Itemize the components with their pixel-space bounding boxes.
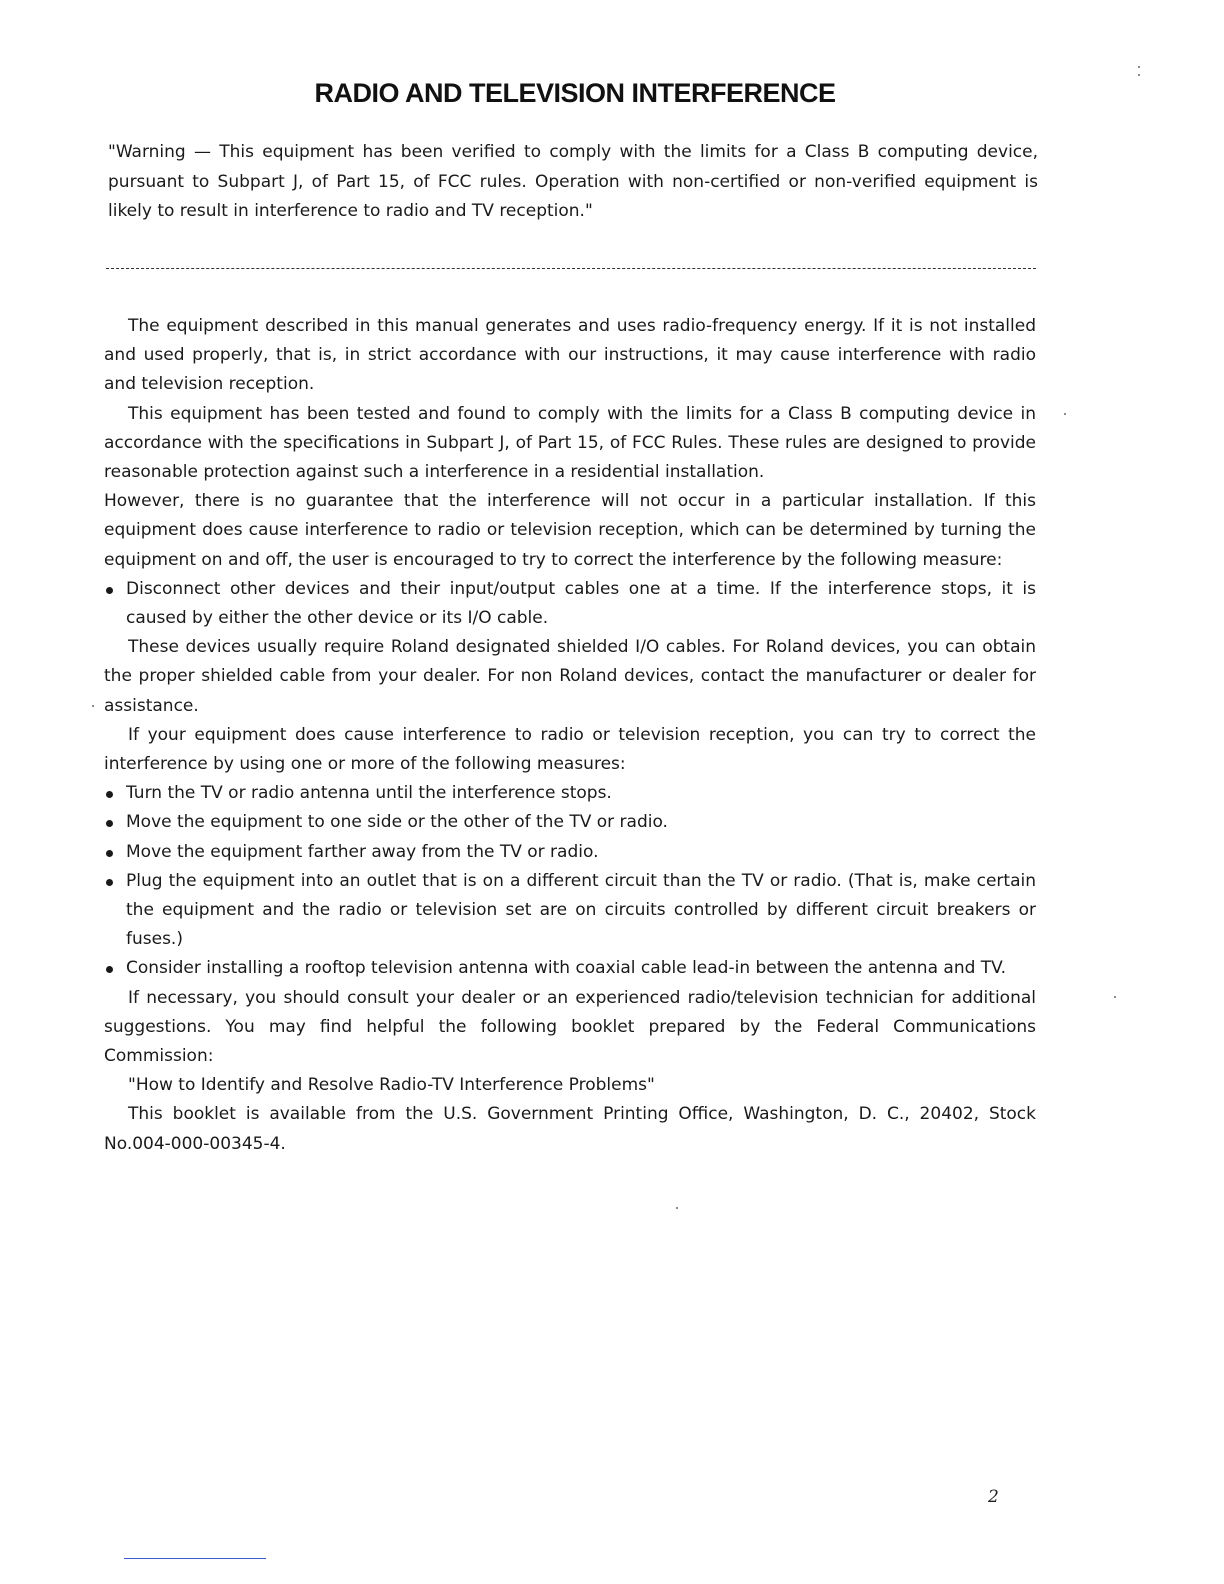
- measure-text: Move the equipment to one side or the other of the TV or radio.: [126, 812, 668, 833]
- bullet-dot-icon: [106, 879, 113, 886]
- measure-item: [104, 954, 1036, 983]
- interference-body: [104, 312, 1036, 1159]
- measure-text: Plug the equipment into an outlet that is on a different circuit than the TV or radio. (That is, make certain the equipment and the radio or television set are on circuits controlled by different circuit breakers or fuses.): [126, 870, 1036, 950]
- paragraph-no-guarantee: However, there is no guarantee that the interference will not occur in a particular installation. If this equipment does cause interference to radio or television reception, which can be determined by turning the equipment on and off, the user is encouraged to try to correct the interference by the following measure:: [104, 491, 1036, 570]
- bullet-text: Disconnect other devices and their input/output cables one at a time. If the interference stops, it is caused by either the other device or its I/O cable.: [126, 578, 1036, 629]
- bullet-disconnect-devices: [104, 575, 1036, 633]
- page-title: RADIO AND TELEVISION INTERFERENCE: [314, 78, 836, 108]
- bullet-dot-icon: [106, 820, 113, 827]
- scan-speck: [92, 705, 94, 707]
- scan-speck: [1064, 413, 1066, 415]
- bullet-dot-icon: [106, 966, 113, 973]
- paragraph-correction-measures: If your equipment does cause interference to radio or television reception, you can try to correct the interference by using one or more of the following measures:: [104, 724, 1036, 775]
- scan-speck: [1138, 66, 1140, 68]
- scan-speck: [676, 1207, 678, 1209]
- measure-text: Consider installing a rooftop television antenna with coaxial cable lead-in between the antenna and TV.: [126, 958, 1007, 979]
- measure-item: [104, 808, 1036, 837]
- paragraph-class-b-compliance: This equipment has been tested and found to comply with the limits for a Class B computing device in accordance with the specifications in Subpart J, of Part 15, of FCC Rules. These rules are designed to provide reasonable protection against such a interference in a residential installation.: [104, 403, 1036, 483]
- measure-item: [104, 779, 1036, 808]
- paragraph-booklet-source: This booklet is available from the U.S. Government Printing Office, Washington, D. C., 20402, Stock No.004-000-00345-4.: [104, 1104, 1036, 1154]
- scan-speck: [1138, 74, 1140, 76]
- measure-text: Turn the TV or radio antenna until the interference stops.: [126, 783, 612, 804]
- scan-speck: [1114, 996, 1116, 998]
- measure-item: [104, 867, 1036, 955]
- footer-rule: [124, 1558, 266, 1559]
- paragraph-shielded-cables: These devices usually require Roland designated shielded I/O cables. For Roland devices, you can obtain the proper shielded cable from your dealer. For non Roland devices, contact the manufacturer or dealer for assistance.: [104, 637, 1036, 716]
- booklet-title: "How to Identify and Resolve Radio-TV Interference Problems": [128, 1075, 655, 1096]
- measure-item: [104, 838, 1036, 867]
- paragraph-rf-energy: The equipment described in this manual generates and uses radio-frequency energy. If it is not installed and used properly, that is, in strict accordance with our instructions, it may cause interference with radio and television reception.: [104, 316, 1036, 395]
- paragraph-consult-dealer: If necessary, you should consult your dealer or an experienced radio/television technician for additional suggestions. You may find helpful the following booklet prepared by the Federal Communications Commission:: [104, 987, 1036, 1067]
- dashed-divider: [106, 268, 1036, 269]
- fcc-warning-statement: "Warning — This equipment has been verified to comply with the limits for a Class B computing device, pursuant to Subpart J, of Part 15, of FCC rules. Operation with non-certified or non-verified equipment is likely to result in interference to radio and TV reception.": [108, 142, 1038, 221]
- bullet-dot-icon: [106, 850, 113, 857]
- page-number: 2: [988, 1487, 999, 1507]
- bullet-dot-icon: [106, 587, 113, 594]
- bullet-dot-icon: [106, 791, 113, 798]
- measure-text: Move the equipment farther away from the TV or radio.: [126, 841, 599, 862]
